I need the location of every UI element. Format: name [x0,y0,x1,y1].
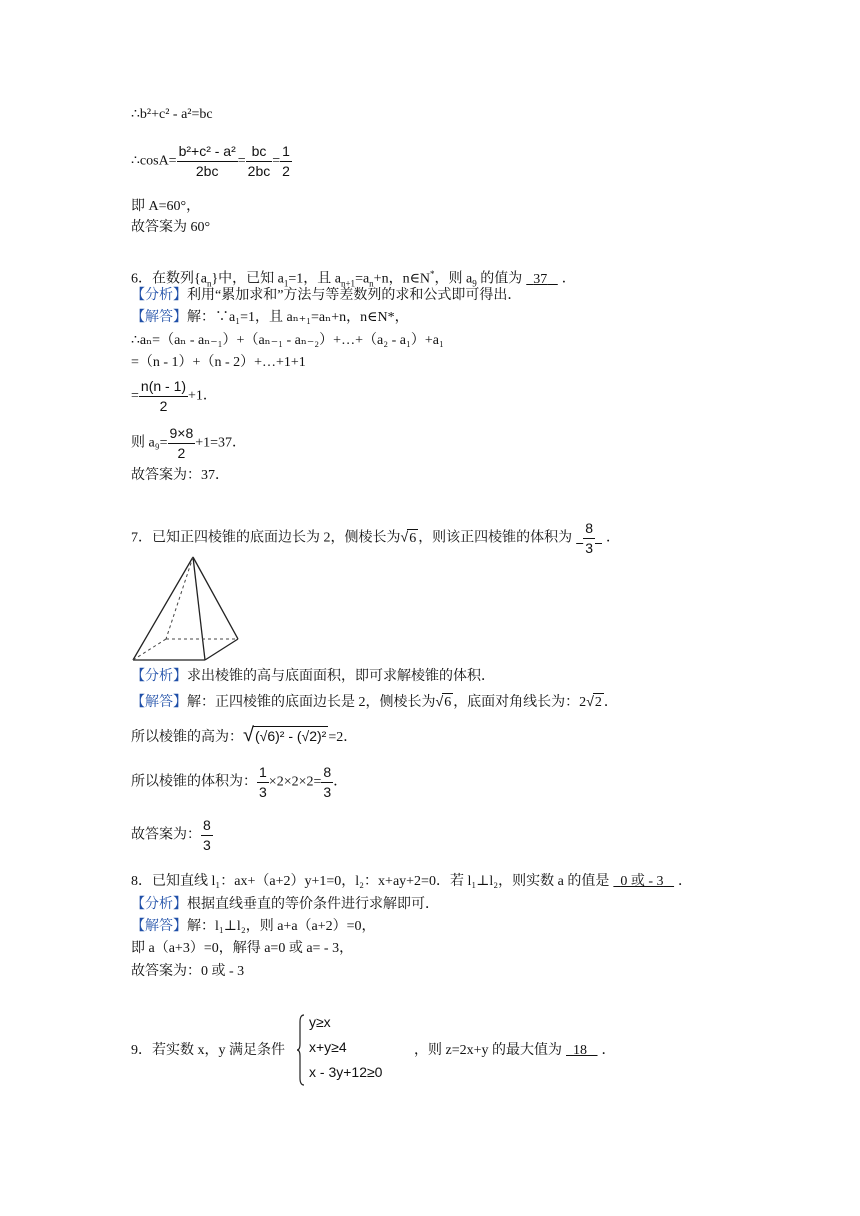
hidden-edge [166,557,193,639]
sqrt-symbol: √ [400,528,409,545]
solution-tag: 【解答】 [131,919,187,934]
q8-stem: 8．已知直线 l₁：ax+（a+2）y+1=0，l₂：x+ay+2=0．若 l₁⊥l₂，则实数 a 的值是 0 或 - 3 ． [131,874,693,889]
q8-solution-line2: 即 a（a+3）=0，解得 a=0 或 a= - 3， [131,941,354,956]
sqrt-symbol: √ [586,693,594,709]
solution-tag: 【解答】 [131,310,187,325]
analysis-tag: 【分析】 [131,669,187,684]
q7-solution-line2: 所以棱锥的高为：√(√6)² - (√2)² =2． [131,724,358,746]
q6-solution-line5: 则 a₉= $\frac{9\times 8}{2}$ +1=37． [131,425,247,461]
q9-answer-blank: 18 [573,1043,588,1058]
q5-frac1: $\frac{\text{b²+c² - a²}}{2bc}$ [178,143,236,179]
edge-front-left [133,557,193,660]
q6-solution-line4: = $\frac{n(n - 1)}{2}$ +1． [131,378,217,414]
q6-frac-sum: $\frac{n(n - 1)}{2}$ [140,378,187,414]
analysis-tag: 【分析】 [131,897,187,912]
q7-final: 故答案为： $\frac{8}{3}$ [131,817,211,853]
q7-answer-blank: $\frac{8}{3}$ [585,520,593,556]
q8-final: 故答案为：0 或 - 3 [131,964,245,979]
q5-line1: ∴b²+c² - a²=bc [131,107,213,122]
q6-analysis: 【分析】利用“累加求和”方法与等差数列的求和公式即可得出． [131,288,522,303]
q9-condition-3: x - 3y+12≥0 [309,1064,383,1080]
edge-front-right [193,557,205,660]
sqrt-symbol: √ [243,724,254,746]
q5-frac3: $\frac{1}{2}$ [282,143,290,179]
q6-frac-a9: $\frac{9\times 8}{2}$ [169,425,194,461]
q7-solution-line1: 【解答】解：正四棱锥的底面边长是 2，侧棱长为√6 ，底面对角线长为：2√2 ． [131,693,618,710]
pyramid-figure [128,553,244,665]
sqrt-symbol: √ [435,693,444,709]
q6-solution-line2: ∴aₙ=（aₙ - aₙ₋₁）+（aₙ₋₁ - aₙ₋₂）+…+（a₂ - a₁）+a₁ [131,333,444,348]
q9-stem-a: 9．若实数 x，y 满足条件 [131,1043,285,1058]
q8-answer-blank: 0 或 - 3 [620,874,664,889]
q7-stem: 7．已知正四棱锥的底面边长为 2，侧棱长为√6 ，则该正四棱锥的体积为 $\frac{8}{3}$ ． [131,520,620,556]
left-brace-icon [297,1014,305,1086]
q5-line4: 故答案为 60° [131,220,211,235]
q8-solution-line1: 【解答】解：l₁⊥l₂，则 a+a（a+2）=0， [131,919,376,934]
analysis-tag: 【分析】 [131,288,187,303]
q9-condition-2: x+y≥4 [309,1039,347,1055]
base-right [205,639,238,660]
q6-stem: 6．在数列$\{a_n\}$中，已知 $a_1=1$，且 $a_{n+1}=a_n+n$，n∈N*，则 $a_9$ 的值为 37 ． [131,269,576,289]
q6-answer-blank: 37 [533,271,548,287]
q9-condition-1: y≥x [309,1014,331,1030]
q6-solution-line3: =（n - 1）+（n - 2）+…+1+1 [131,355,306,370]
q7-solution-line3: 所以棱锥的体积为： $\frac{1}{3}$ ×2×2×2= $\frac{8}{3}$ ． [131,764,348,800]
q6-final: 故答案为：37． [131,468,229,483]
q7-analysis: 【分析】求出棱锥的高与底面面积，即可求解棱锥的体积． [131,669,495,684]
q6-solution-line1: 【解答】解：∵a₁=1，且 aₙ₊₁=aₙ+n，n∈N*， [131,310,409,325]
hidden-base-left [133,639,166,660]
q5-frac2: $\frac{bc}{2bc}$ [247,143,271,179]
q5-cos-line: ∴cosA= $\frac{\text{b²+c² - a²}}{2bc}$ = $\frac{bc}{2bc}$ = $\frac{1}{2}$ [131,143,290,179]
q5-cos-prefix: ∴cosA= [131,153,177,169]
edge-back-right [193,557,238,639]
q5-line3: 即 A=60°， [131,199,201,214]
q8-analysis: 【分析】根据直线垂直的等价条件进行求解即可． [131,897,439,912]
solution-tag: 【解答】 [131,695,187,710]
q9-stem-b: ，则 z=2x+y 的最大值为 18 ． [414,1043,616,1058]
